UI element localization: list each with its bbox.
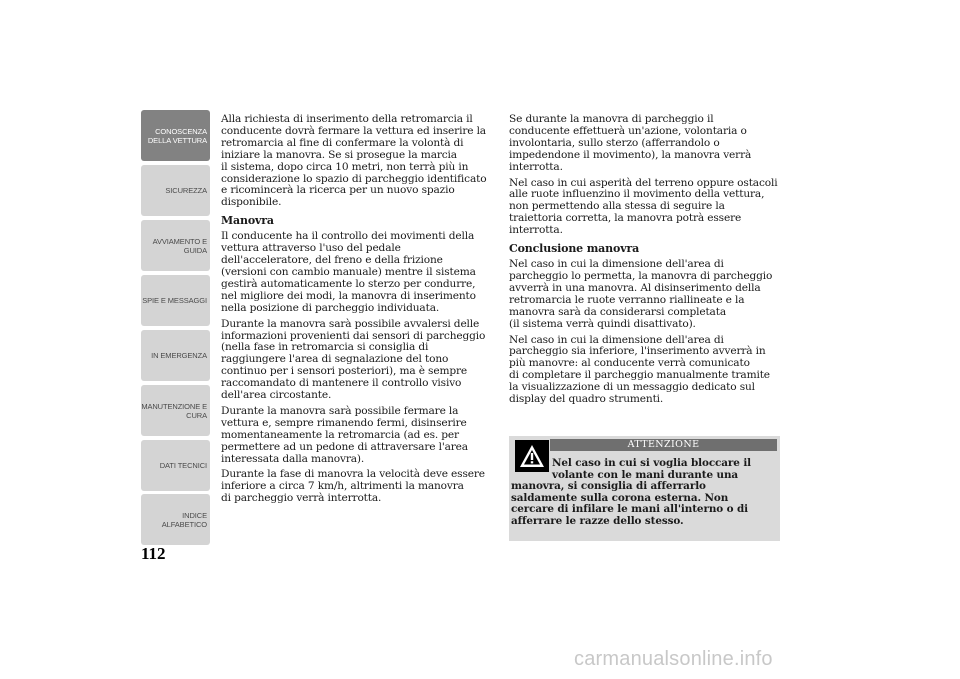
tab-indice-alfabetico[interactable] (141, 494, 210, 545)
warning-box (509, 436, 780, 541)
tab-conoscenza-della-vettura[interactable] (141, 110, 210, 161)
tab-manutenzione-e-cura[interactable] (141, 385, 210, 436)
warning-line: Nel caso in cui si voglia bloccare il (552, 457, 752, 469)
warning-line: manovra, si consiglia di afferrarlo (511, 480, 706, 493)
warning-line: afferrare le razze dello stesso. (511, 514, 684, 527)
page-number: 112 (141, 544, 166, 563)
paragraph: Durante la manovra sarà possibile avvalersi delle informazioni provenienti dai sensori di parcheggio (nella fase in retromarcia si consiglia di raggiungere l'area di segnalazione del tono continuo per i sensori posteriori), ma è sempre raccomandato di mantenere il controllo visivo dell'area circostante. (221, 317, 486, 402)
tab-label: IN EMERGENZA (151, 351, 207, 360)
paragraph: Durante la manovra sarà possibile fermare la vettura e, sempre rimanendo fermi, disinserire momentaneamente la retromarcia (ad es. per permettere ad un pedone di attraversare l'area interessata dalla manovra). (221, 404, 468, 465)
tab-avviamento-e-guida[interactable] (141, 220, 210, 271)
paragraph: Durante la fase di manovra la velocità deve essere inferiore a circa 7 km/h, altrimenti la manovra di parcheggio verrà interrotta. (221, 468, 485, 505)
tab-label: MANUTENZIONE E CURA (141, 401, 207, 420)
tab-dati-tecnici[interactable] (141, 440, 210, 491)
warning-line: volante con le mani durante una (552, 468, 739, 481)
section-heading-manovra: Manovra (221, 214, 274, 228)
tab-label: SPIE E MESSAGGI (142, 296, 207, 305)
tab-label: SICUREZZA (165, 186, 207, 195)
warning-line: saldamente sulla corona esterna. Non (511, 491, 729, 504)
paragraph: Se durante la manovra di parcheggio il conducente effettuerà un'azione, volontaria o involontaria, sullo sterzo (afferrandolo o impedendone il movimento), la manovra verrà interrotta. (509, 113, 752, 173)
watermark: carmanualsonline.info (574, 648, 773, 670)
tab-label: AVVIAMENTO E GUIDA (152, 236, 207, 255)
warning-text (509, 458, 774, 528)
warning-title: ATTENZIONE (550, 439, 777, 451)
section-heading-conclusione-manovra: Conclusione manovra (509, 242, 640, 256)
paragraph: Il conducente ha il controllo dei movimenti della vettura attraverso l'uso del pedale dell'acceleratore, del freno e della frizione (versioni con cambio manuale) mentre il sistema gestirà automaticamente lo sterzo per condurre, nel migliore dei modi, la manovra di inserimento nella posizione di parcheggio individuata. (221, 230, 476, 314)
paragraph: Nel caso in cui la dimensione dell'area di parcheggio lo permetta, la manovra di parcheggio avverrà in una manovra. Al disinserimento della retromarcia le ruote verranno riallineate e la manovra sarà da considerarsi completata (il sistema verrà quindi disattivato). (509, 258, 773, 330)
tab-spie-e-messaggi[interactable] (141, 275, 210, 326)
left-column (221, 114, 495, 509)
tab-in-emergenza[interactable] (141, 330, 210, 381)
tab-label: CONOSCENZA DELLA VETTURA (147, 126, 207, 145)
tab-label: INDICE ALFABETICO (161, 510, 207, 529)
paragraph: Nel caso in cui la dimensione dell'area di parcheggio sia inferiore, l'inserimento avverrà in più manovre: al conducente verrà comunicato di completare il parcheggio manualmente tramite la visualizzazione di un messaggio dedicato sul display del quadro strumenti. (509, 333, 770, 406)
paragraph: Nel caso in cui asperità del terreno oppure ostacoli alle ruote influenzino il movimento della vettura, non permettendo alla stessa di seguire la traiettoria corretta, la manovra potrà essere interrotta. (509, 176, 778, 237)
right-column (509, 114, 783, 410)
section-sidebar (141, 110, 210, 544)
warning-line: cercare di infilare le mani all'interno o di (511, 503, 748, 516)
tab-sicurezza[interactable] (141, 165, 210, 216)
paragraph: Alla richiesta di inserimento della retromarcia il conducente dovrà fermare la vettura ed inserire la retromarcia al fine di confermare la volontà di iniziare la manovra. Se si prosegue la marcia il sistema, dopo circa 10 metri, non terrà più in considerazione lo spazio di parcheggio identificato e ricomincerà la ricerca per un nuovo spazio disponibile. (221, 113, 487, 209)
tab-label: DATI TECNICI (159, 461, 207, 470)
